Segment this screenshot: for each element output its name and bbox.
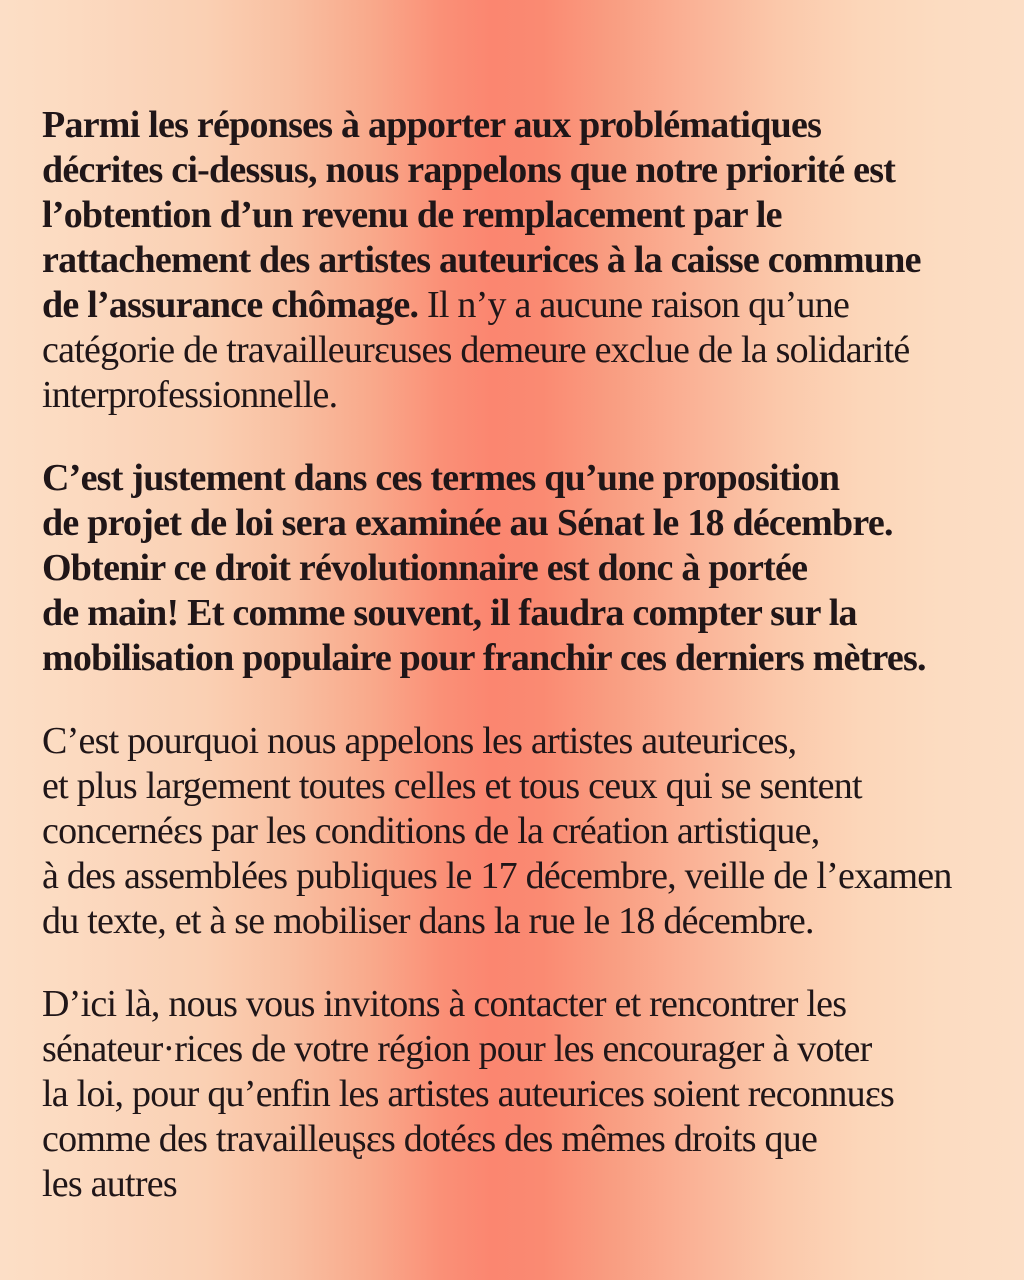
text-line (42, 809, 996, 854)
text-line (42, 1162, 996, 1207)
text-line (42, 328, 996, 373)
paragraph (42, 103, 996, 418)
text-segment: D’ici là, nous vous invitons à contacter et rencontrer les (42, 983, 847, 1025)
text-segment: l’obtention d’un revenu de remplacement par le (42, 194, 782, 236)
text-line (42, 456, 996, 501)
text-line (42, 719, 996, 764)
paragraph (42, 982, 996, 1207)
text-segment: du texte, et à se mobiliser dans la rue le 18 décembre. (42, 900, 814, 942)
text-segment: comme des travailleuʂɛs dotéɛs des mêmes droits que (42, 1118, 818, 1160)
text-segment: la loi, pour qu’enfin les artistes auteurices soient reconnuɛs (42, 1073, 895, 1115)
text-segment: de projet de loi sera examinée au Sénat le 18 décembre. (42, 502, 893, 544)
text-segment: de l’assurance chômage. (42, 284, 419, 326)
text-line (42, 764, 996, 809)
text-line (42, 373, 996, 418)
body-text (42, 103, 996, 1207)
text-segment: concernéɛs par les conditions de la création artistique, (42, 810, 820, 852)
text-segment: et plus largement toutes celles et tous ceux qui se sentent (42, 765, 862, 807)
text-line (42, 546, 996, 591)
text-segment: de main! Et comme souvent, il faudra compter sur la (42, 592, 857, 634)
text-line (42, 148, 996, 193)
text-line (42, 636, 996, 681)
text-line (42, 1117, 996, 1162)
text-segment: sénateur·rices de votre région pour les encourager à voter (42, 1028, 872, 1070)
text-segment: les autres (42, 1163, 177, 1205)
text-line (42, 501, 996, 546)
text-segment: interprofessionnelle. (42, 374, 338, 416)
text-segment: catégorie de travailleurɛuses demeure exclue de la solidarité (42, 329, 910, 371)
text-line (42, 103, 996, 148)
text-segment: C’est pourquoi nous appelons les artistes auteurices, (42, 720, 797, 762)
text-line (42, 899, 996, 944)
text-line (42, 283, 996, 328)
text-line (42, 1072, 996, 1117)
text-segment: décrites ci-dessus, nous rappelons que notre priorité est (42, 149, 896, 191)
text-segment: C’est justement dans ces termes qu’une proposition (42, 457, 840, 499)
text-line (42, 1027, 996, 1072)
text-line (42, 854, 996, 899)
text-segment: à des assemblées publiques le 17 décembre, veille de l’examen (42, 855, 952, 897)
text-line (42, 591, 996, 636)
paragraph (42, 456, 996, 681)
text-segment: mobilisation populaire pour franchir ces derniers mètres. (42, 637, 926, 679)
text-line (42, 193, 996, 238)
text-segment: rattachement des artistes auteurices à la caisse commune (42, 239, 921, 281)
text-segment: Parmi les réponses à apporter aux problématiques (42, 104, 822, 146)
text-segment: Il n’y a aucune raison qu’une (418, 284, 850, 326)
text-line (42, 982, 996, 1027)
text-line (42, 238, 996, 283)
paragraph (42, 719, 996, 944)
text-segment: Obtenir ce droit révolutionnaire est donc à portée (42, 547, 808, 589)
